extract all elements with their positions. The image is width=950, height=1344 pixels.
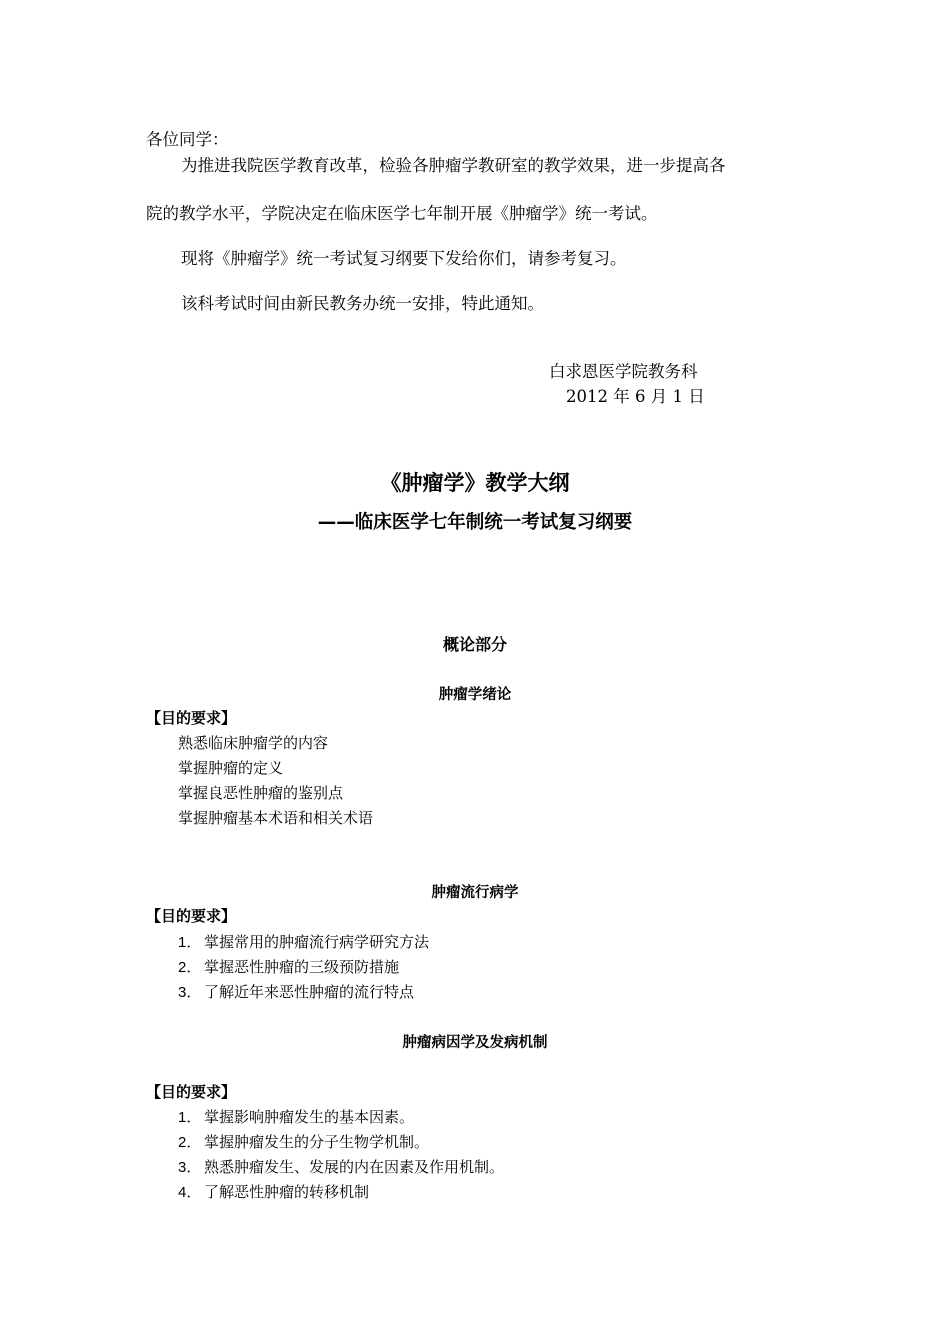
notice-paragraph-2: 现将《肿瘤学》统一考试复习纲要下发给你们，请参考复习。 <box>181 249 627 268</box>
list-item-text: 掌握常用的肿瘤流行病学研究方法 <box>204 933 430 951</box>
list-item-number: 1． <box>178 1109 202 1126</box>
notice-date: 2012 年 6 月 1 日 <box>566 387 705 406</box>
list-item-number: 2． <box>178 1134 202 1151</box>
notice-greeting: 各位同学： <box>146 130 229 149</box>
list-item-text: 掌握恶性肿瘤的三级预防措施 <box>204 958 400 976</box>
list-item <box>178 1181 369 1202</box>
section-title: 肿瘤流行病学 <box>431 885 519 901</box>
requirements-label: 【目的要求】 <box>146 1083 237 1101</box>
notice-paragraph-1-line-1: 为推进我院医学教育改革，检验各肿瘤学教研室的教学效果，进一步提高各 <box>181 156 726 175</box>
list-item-text: 熟悉肿瘤发生、发展的内在因素及作用机制。 <box>204 1158 505 1176</box>
list-item-text: 掌握影响肿瘤发生的基本因素。 <box>204 1108 415 1126</box>
list-item <box>178 1106 414 1127</box>
list-item: 掌握良恶性肿瘤的鉴别点 <box>178 784 344 802</box>
list-item: 掌握肿瘤的定义 <box>178 759 284 777</box>
list-item-number: 3． <box>178 1159 202 1176</box>
notice-paragraph-1-line-2: 院的教学水平，学院决定在临床医学七年制开展《肿瘤学》统一考试。 <box>146 204 658 223</box>
list-item-number: 1． <box>178 934 202 951</box>
requirements-label: 【目的要求】 <box>146 709 237 727</box>
list-item <box>178 1131 429 1152</box>
list-item <box>178 931 429 952</box>
list-item-text: 掌握肿瘤发生的分子生物学机制。 <box>204 1133 430 1151</box>
list-item-number: 3． <box>178 984 202 1001</box>
section-title: 肿瘤学绪论 <box>438 687 512 703</box>
list-item-text: 了解恶性肿瘤的转移机制 <box>204 1183 370 1201</box>
section-title: 肿瘤病因学及发病机制 <box>402 1035 548 1051</box>
list-item-number: 4． <box>178 1184 202 1201</box>
list-item <box>178 1156 504 1177</box>
outline-subtitle: ——临床医学七年制统一考试复习纲要 <box>317 512 633 533</box>
part-title: 概论部分 <box>442 635 507 654</box>
list-item <box>178 956 399 977</box>
list-item: 掌握肿瘤基本术语和相关术语 <box>178 809 374 827</box>
notice-signature: 白求恩医学院教务科 <box>549 362 698 381</box>
notice-paragraph-3: 该科考试时间由新民教务办统一安排，特此通知。 <box>181 294 544 313</box>
list-item <box>178 981 414 1002</box>
requirements-label: 【目的要求】 <box>146 907 237 925</box>
list-item-text: 了解近年来恶性肿瘤的流行特点 <box>204 983 415 1001</box>
outline-title: 《肿瘤学》教学大纲 <box>380 471 570 495</box>
list-item: 熟悉临床肿瘤学的内容 <box>178 734 329 752</box>
list-item-number: 2． <box>178 959 202 976</box>
